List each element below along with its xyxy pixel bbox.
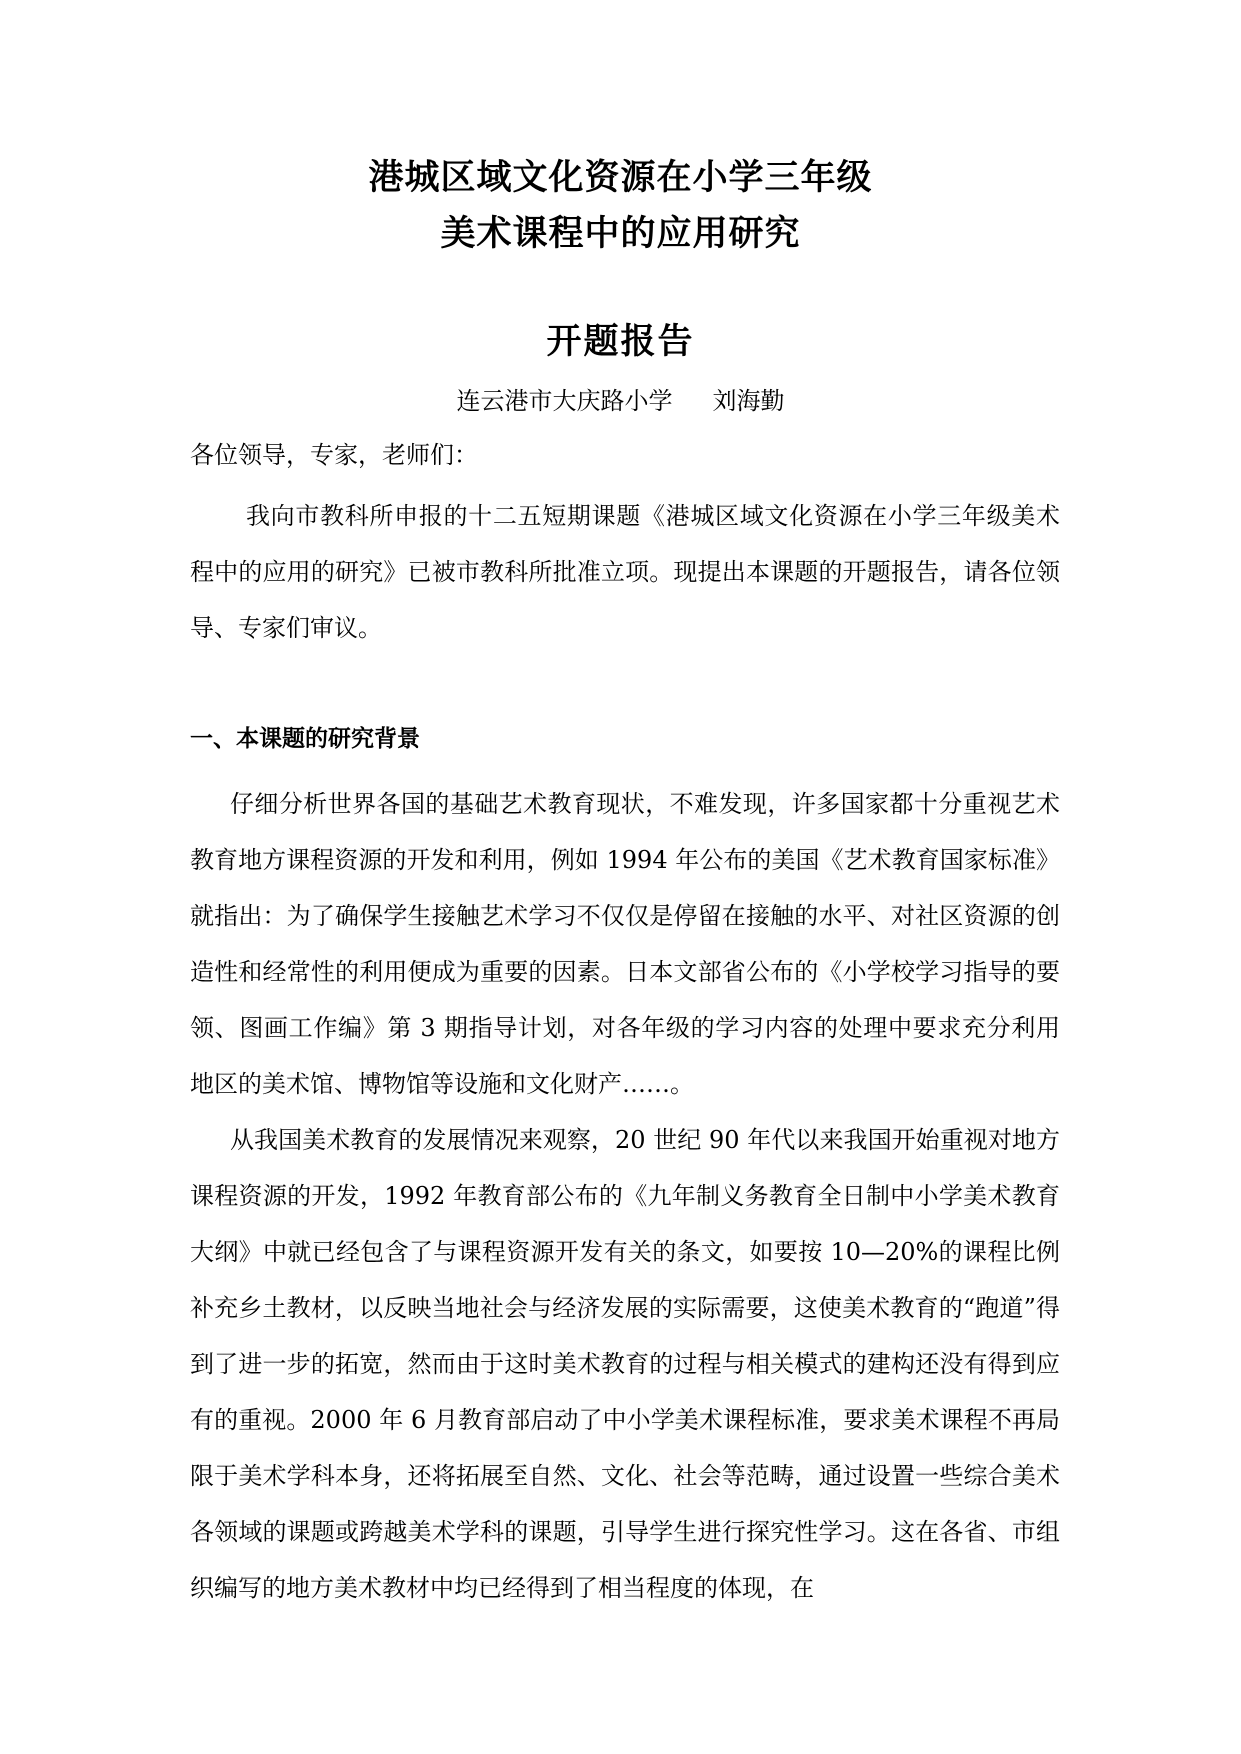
document-title bbox=[0, 150, 1241, 262]
intro-paragraph: 我向市教科所申报的十二五短期课题《港城区域文化资源在小学三年级美术程中的应用的研究》已被市教科所批准立项。现提出本课题的开题报告，请各位领导、专家们审议。 bbox=[190, 502, 1060, 642]
author-line bbox=[0, 384, 1241, 418]
title-line-2: 美术课程中的应用研究 bbox=[440, 214, 801, 254]
title-line-1: 港城区域文化资源在小学三年级 bbox=[368, 158, 873, 198]
report-subtitle: 开题报告 bbox=[546, 322, 695, 362]
school-name: 连云港市大庆路小学 bbox=[456, 387, 673, 415]
body-paragraph-2: 从我国美术教育的发展情况来观察，20 世纪 90 年代以来我国开始重视对地方课程资源的开发，1992 年教育部公布的《九年制义务教育全日制中小学美术教育大纲》中就已经包含了与课程资源开发有关的条文，如要按 10—20%的课程比例补充乡土教材，以反映当地社会与经济发展的实际需要，这使美术教育的“跑道”得到了进一步的拓宽，然而由于这时美术教育的过程与相关模式的建构还没有得到应有的重视。2000 年 6 月教育部启动了中小学美术课程标准，要求美术课程不再局限于美术学科本身，还将拓展至自然、文化、社会等范畴，通过设置一些综合美术各领域的课题或跨越美术学科的课题，引导学生进行探究性学习。这在各省、市组织编写的地方美术教材中均已经得到了相当程度的体现，在 bbox=[190, 1126, 1060, 1602]
section-heading: 一、本课题的研究背景 bbox=[190, 726, 420, 752]
salutation: 各位领导，专家，老师们： bbox=[190, 441, 478, 469]
body-paragraph-1: 仔细分析世界各国的基础艺术教育现状，不难发现，许多国家都十分重视艺术教育地方课程资源的开发和利用，例如 1994 年公布的美国《艺术教育国家标准》就指出：为了确保学生接触艺术学习不仅仅是停留在接触的水平、对社区资源的创造性和经常性的利用便成为重要的因素。日本文部省公布的《小学校学习指导的要领、图画工作编》第 3 期指导计划，对各年级的学习内容的处理中要求充分利用地区的美术馆、博物馆等设施和文化财产……。 bbox=[190, 790, 1060, 1098]
author-name: 刘海勤 bbox=[712, 387, 785, 415]
